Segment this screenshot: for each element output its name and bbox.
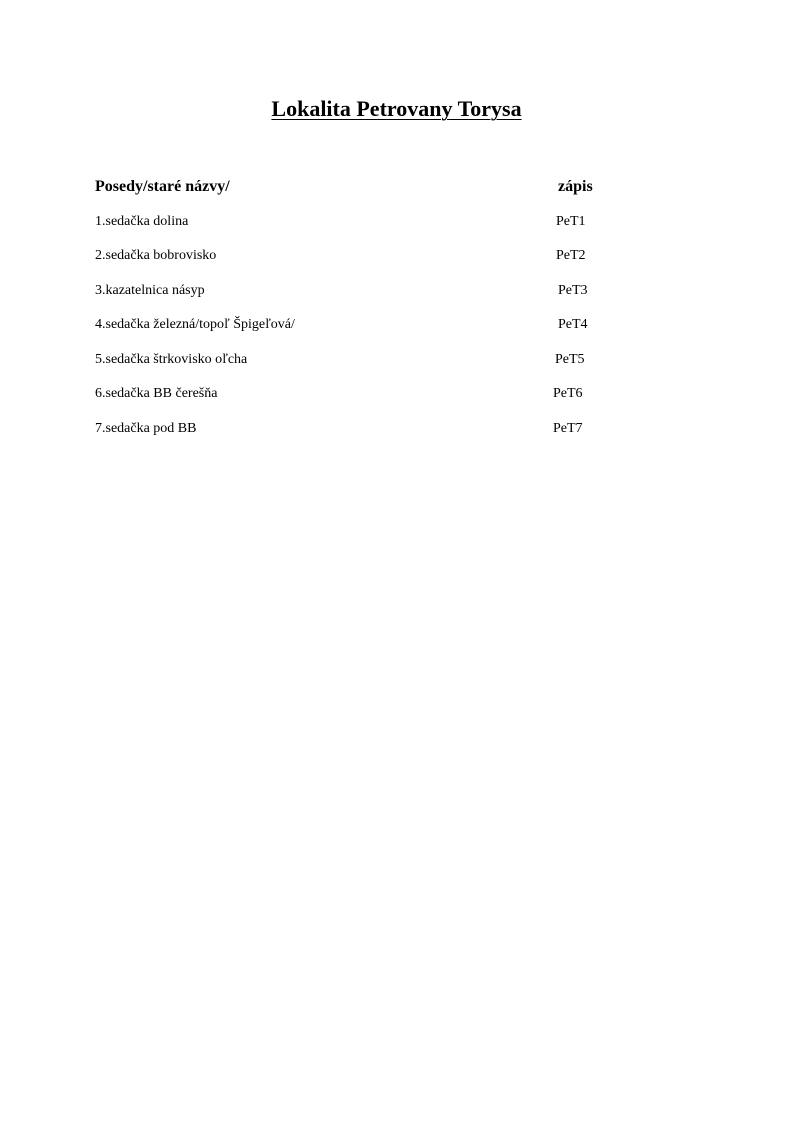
page-title: Lokalita Petrovany Torysa <box>271 96 522 121</box>
item-code: PeT1 <box>556 214 586 229</box>
item-name: 7.sedačka pod BB <box>95 421 197 436</box>
item-code: PeT2 <box>556 248 586 263</box>
list-item <box>95 212 695 232</box>
header-name-label: Posedy/staré názvy/ <box>95 178 230 195</box>
item-name: 4.sedačka železná/topoľ Špigeľová/ <box>95 317 295 332</box>
item-code: PeT7 <box>553 421 583 436</box>
item-name: 1.sedačka dolina <box>95 214 189 229</box>
item-name: 6.sedačka BB čerešňa <box>95 386 218 401</box>
item-code: PeT5 <box>555 352 585 367</box>
list-item <box>95 384 695 404</box>
list-item <box>95 315 695 335</box>
list-item <box>95 350 695 370</box>
header-code-label: zápis <box>558 178 593 195</box>
item-name: 2.sedačka bobrovisko <box>95 248 217 263</box>
table-header <box>95 176 695 198</box>
item-name: 5.sedačka štrkovisko oľcha <box>95 352 248 367</box>
item-code: PeT6 <box>553 386 583 401</box>
list-item <box>95 281 695 301</box>
list-item <box>95 419 695 439</box>
list-item <box>95 246 695 266</box>
item-name: 3.kazatelnica násyp <box>95 283 205 298</box>
item-code: PeT3 <box>558 283 588 298</box>
item-code: PeT4 <box>558 317 588 332</box>
